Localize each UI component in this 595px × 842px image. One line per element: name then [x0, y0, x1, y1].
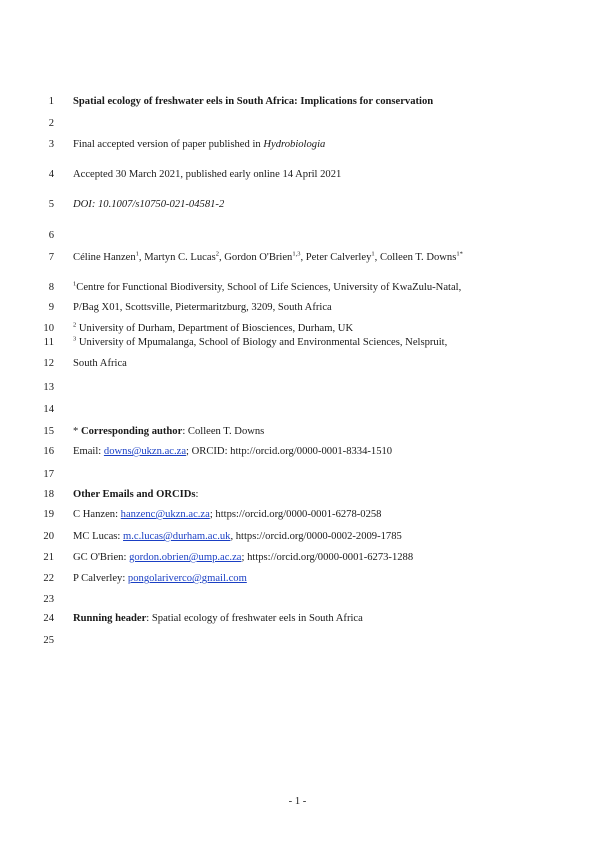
- orcid-text: ; https://orcid.org/0000-0001-6273-1288: [241, 552, 414, 563]
- email-link[interactable]: gordon.obrien@ump.ac.za: [129, 552, 242, 563]
- affiliation-marker: 1*: [456, 250, 463, 258]
- contact-name: P Calverley:: [73, 573, 128, 584]
- author-list: [73, 250, 463, 266]
- heading-label: Other Emails and ORCIDs: [73, 489, 196, 500]
- email-link[interactable]: hanzenc@ukzn.ac.za: [120, 509, 210, 520]
- line-17: [0, 467, 595, 483]
- contact-name: MC Lucas:: [73, 531, 124, 542]
- corresponding-name: : Colleen T. Downs: [182, 426, 265, 437]
- line-number: 20: [43, 531, 54, 542]
- author-name: , Martyn C. Lucas: [138, 252, 216, 263]
- affiliation-marker: 2: [215, 250, 219, 258]
- line-number: 25: [43, 635, 54, 646]
- line-number: 9: [48, 302, 54, 313]
- line-number: 19: [43, 509, 54, 520]
- line-1: [0, 94, 595, 110]
- version-note: [73, 137, 325, 153]
- line-number: 24: [43, 613, 54, 624]
- line-number: 10: [43, 323, 54, 334]
- line-15: [0, 424, 595, 440]
- line-number: 21: [43, 552, 54, 563]
- other-emails-heading: [73, 487, 199, 503]
- line-13: [0, 380, 595, 396]
- line-number: 13: [43, 382, 54, 393]
- contact-name: GC O'Brien:: [73, 552, 130, 563]
- line-3: [0, 137, 595, 153]
- line-12: [0, 356, 595, 372]
- orcid-text: ; ORCID: http://orcid.org/0000-0001-8334-1510: [186, 446, 393, 457]
- line-number: 14: [43, 404, 54, 415]
- contact-entry: [73, 507, 381, 523]
- email-link[interactable]: downs@ukzn.ac.za: [103, 446, 187, 457]
- asterisk: *: [73, 426, 81, 437]
- paper-title: Spatial ecology of freshwater eels in South Africa: Implications for conservation: [73, 96, 434, 107]
- affiliation-marker: 2: [73, 321, 77, 329]
- affiliation-marker: 1: [371, 250, 375, 258]
- line-number: 1: [48, 96, 54, 107]
- line-5: [0, 197, 595, 213]
- line-25: [0, 633, 595, 649]
- running-header-text: : Spatial ecology of freshwater eels in South Africa: [146, 613, 363, 624]
- line-4: [0, 167, 595, 183]
- line-18: [0, 487, 595, 503]
- line-number: 2: [48, 118, 54, 129]
- affiliation-marker: 1: [73, 280, 77, 288]
- author-name: , Colleen T. Downs: [374, 252, 457, 263]
- journal-name: Hydrobiologia: [263, 139, 326, 150]
- line-number: 12: [43, 358, 54, 369]
- email-link[interactable]: pongolariverco@gmail.com: [127, 573, 247, 584]
- line-number: 17: [43, 469, 54, 480]
- corresponding-label: Corresponding author: [80, 426, 183, 437]
- line-22: [0, 571, 595, 587]
- affiliation-text: University of Mpumalanga, School of Biology and Environmental Sciences, Nelspruit,: [76, 337, 448, 348]
- line-number: 22: [43, 573, 54, 584]
- line-number: 15: [43, 426, 54, 437]
- contact-entry: [73, 529, 402, 545]
- contact-name: C Hanzen:: [73, 509, 121, 520]
- line-20: [0, 529, 595, 545]
- affiliation-marker: 1,3: [292, 250, 301, 258]
- orcid-text: , https://orcid.org/0000-0002-2009-1785: [230, 531, 402, 542]
- line-number: 7: [48, 252, 54, 263]
- affiliation-text: Centre for Functional Biodiversity, School of Life Sciences, University of KwaZulu-Natal,: [76, 282, 462, 293]
- version-prefix: Final accepted version of paper published in: [73, 139, 264, 150]
- orcid-text: ; https://orcid.org/0000-0001-6278-0258: [209, 509, 382, 520]
- line-number: 18: [43, 489, 54, 500]
- line-number: 4: [48, 169, 54, 180]
- accepted-date: Accepted 30 March 2021, published early online 14 April 2021: [73, 169, 342, 180]
- running-header: [73, 611, 363, 627]
- doi: DOI: 10.1007/s10750-021-04581-2: [73, 199, 225, 210]
- author-name: , Peter Calverley: [300, 252, 372, 263]
- line-number: 16: [43, 446, 54, 457]
- line-number: 8: [48, 282, 54, 293]
- line-23: [0, 592, 595, 608]
- affiliation-1: [73, 280, 461, 296]
- corresponding-contact: [73, 444, 392, 460]
- line-9: [0, 300, 595, 316]
- email-label: Email:: [73, 446, 104, 457]
- line-number: 11: [43, 337, 54, 348]
- line-16: [0, 444, 595, 460]
- line-7: [0, 250, 595, 266]
- affiliation-marker: 3: [73, 335, 77, 343]
- affiliation-3: [73, 335, 447, 351]
- author-name: Céline Hanzen: [73, 252, 136, 263]
- page-number: - 1 -: [288, 796, 307, 807]
- running-header-label: Running header: [73, 613, 147, 624]
- line-2: [0, 116, 595, 132]
- line-number: 5: [48, 199, 54, 210]
- contact-entry: [73, 550, 413, 566]
- line-number: 23: [43, 594, 54, 605]
- contact-entry: [73, 571, 247, 587]
- line-21: [0, 550, 595, 566]
- line-19: [0, 507, 595, 523]
- line-11: [0, 335, 595, 351]
- affiliation-marker: 1: [135, 250, 139, 258]
- line-8: [0, 280, 595, 296]
- heading-colon: :: [195, 489, 199, 500]
- author-name: , Gordon O'Brien: [218, 252, 293, 263]
- affiliation-1-cont: P/Bag X01, Scottsville, Pietermaritzburg, 3209, South Africa: [73, 302, 332, 313]
- affiliation-3-cont: South Africa: [73, 358, 127, 369]
- affiliation-text: University of Durham, Department of Biosciences, Durham, UK: [76, 323, 354, 334]
- email-link[interactable]: m.c.lucas@durham.ac.uk: [123, 531, 231, 542]
- line-number: 3: [48, 139, 54, 150]
- line-14: [0, 402, 595, 418]
- corresponding-author: [73, 424, 264, 440]
- line-24: [0, 611, 595, 627]
- line-number: 6: [48, 230, 54, 241]
- line-6: [0, 228, 595, 244]
